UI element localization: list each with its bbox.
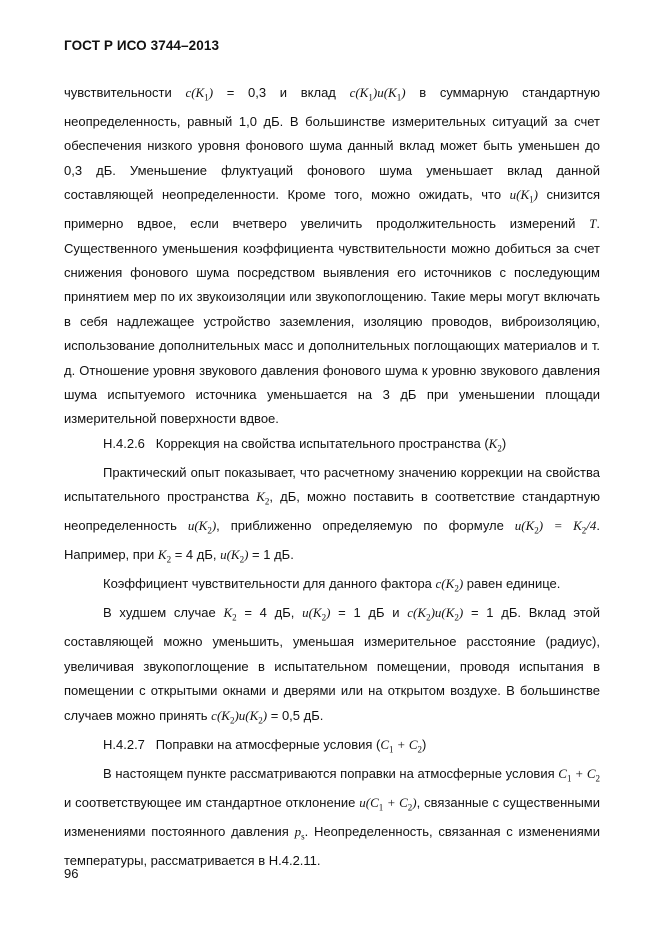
text-run: равен единице. [463, 576, 561, 592]
math-c-k1: $c(K_1)$ [185, 85, 214, 103]
paragraph-worst-case [64, 601, 600, 732]
math-ps: $p_s$ [294, 823, 305, 842]
math-cu-k2: $c(K_2)u(K_2)$ [407, 605, 464, 623]
math-c-k2: $c(K_2)$ [435, 576, 464, 594]
math-k2: $K_2$ [256, 489, 270, 507]
math-c1-c2: $C_1 + C_2$ [558, 765, 600, 784]
text-run: , дБ, можно поставить в соответствие стандартную неопределенность [64, 489, 600, 534]
paragraph-sensitivity [64, 572, 600, 601]
math-u-k2: $u(K_2)$ [220, 547, 249, 565]
math-t: T [589, 216, 597, 232]
text-run: = 4 дБ, [236, 605, 303, 621]
paragraph-practical [64, 461, 600, 572]
text-run: Н.4.2.7 Поправки на атмосферные условия ( [103, 736, 381, 752]
text-run: и соответствующее им стандартное отклонение [64, 794, 360, 810]
math-u-k2: $u(K_2)$ [187, 518, 217, 536]
document-header: ГОСТ Р ИСО 3744–2013 [64, 38, 220, 53]
text-run: Н.4.2.6 Коррекция на свойства испытательного пространства ( [103, 435, 489, 451]
paragraph-atmospheric [64, 762, 600, 873]
text-run: В настоящем пункте рассматриваются поправки на атмосферные условия [103, 765, 559, 781]
text-run: . Неопределенность, связанная с изменениями температуры, рассматривается в Н.4.2.11. [64, 823, 600, 868]
text-run: ) [501, 435, 507, 451]
text-run: , приближенно определяемую по формуле [216, 518, 515, 534]
section-heading-h426 [64, 432, 600, 461]
text-run: в суммарную стандартную неопределенность, равный 1,0 дБ. В большинстве измерительных ситуаций за счет обеспечения низкого уровня фонового шума данный вклад может быть уменьшен до 0,3 дБ. Уменьшение флуктуаций фонового шума уменьшает вклад данной составляющей неопределенности. Кроме того, можно ожидать, что [64, 85, 600, 203]
math-u-k2: $u(K_2)$ [302, 605, 331, 623]
text-run: Коэффициент чувствительности для данного фактора [103, 576, 436, 592]
math-u-k1: $u(K_1)$ [509, 187, 538, 205]
text-run: ) [422, 736, 427, 752]
text-run: Практический опыт показывает, что расчетному значению коррекции на свойства испытательного пространства [64, 464, 600, 505]
math-formula-u-k2: $u(K_2) = K_2/4$ [514, 518, 597, 536]
math-k2: $K_2$ [488, 435, 502, 454]
text-run: В худшем случае [103, 605, 224, 621]
paragraph-background-noise [64, 81, 600, 432]
math-k2: $K_2$ [223, 605, 237, 623]
text-run: = 1 дБ. [248, 547, 294, 563]
text-run: = 1 дБ. Вклад этой составляющей можно уменьшить, уменьшая измерительное расстояние (радиус), увеличивая звукопоглощение в испытательном помещении, проводя испытания в помещении с открытыми окнами и дверями или на открытом воздухе. В большинстве случаев можно принять [64, 605, 601, 723]
text-run: = 0,5 дБ. [267, 707, 324, 723]
text-run: , связанные с существенными изменениями постоянного давления [64, 794, 600, 839]
text-run: . Существенного уменьшения коэффициента чувствительности можно добиться за счет снижения фонового шума посредством выявления его источников с последующим принятием мер по их звукоизоляции или звукопоглощению. Такие меры могут включать в себя надлежащее устройство заземления, изоляцию проводов, виброизоляцию, использование дополнительных масс и дополнительных поглощающих материалов и т. д. Отношение уровня звукового давления фонового шума к уровню звукового давления шума испытуемого источника уменьшается на 3 дБ при уменьшении площади измерительной поверхности вдвое. [64, 216, 600, 427]
section-heading-h427 [64, 733, 600, 762]
document-body [64, 81, 600, 873]
math-cu-k2: $c(K_2)u(K_2)$ [211, 707, 268, 726]
math-c1-c2: $C_1 + C_2$ [380, 736, 422, 755]
text-run: = 1 дБ и [330, 605, 408, 621]
text-run: = 4 дБ, [171, 547, 221, 563]
text-run: = 0,3 и вклад [213, 85, 350, 100]
math-u-c1-c2: $u(C_1 + C_2)$ [359, 794, 417, 813]
math-cu-k1: $c(K_1)u(K_1)$ [349, 85, 406, 103]
page-number: 96 [64, 866, 79, 881]
math-k2: $K_2$ [157, 547, 172, 565]
text-run: снизится примерно вдвое, если вчетверо увеличить продолжительность измерений [64, 187, 601, 232]
text-run: . Например, при [64, 518, 600, 563]
text-run: чувствительности [64, 85, 186, 100]
